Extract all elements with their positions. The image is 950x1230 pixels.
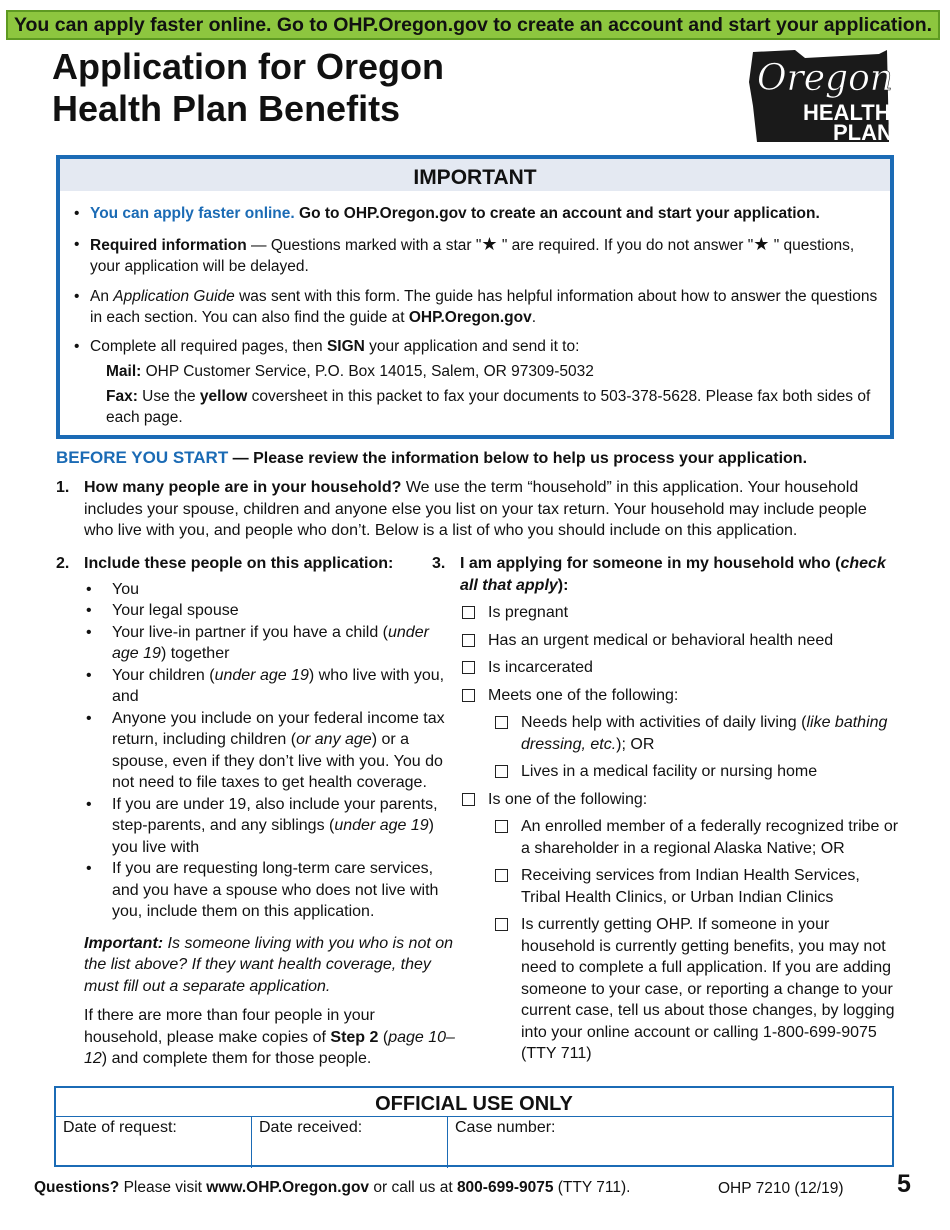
checkbox-icon[interactable] (462, 606, 475, 619)
date-of-request-label: Date of request: (63, 1119, 177, 1136)
list-item: • You (56, 579, 456, 601)
checkbox-label: Meets one of the following: (488, 686, 679, 704)
official-row (56, 1117, 892, 1168)
copies-text-c: ) and complete them for those people. (101, 1050, 372, 1067)
sign-word: SIGN (326, 338, 365, 355)
question-3 (432, 553, 902, 1065)
logo-word: Oregon (757, 58, 893, 99)
guide-end: . (531, 309, 537, 326)
checkbox-currently-ohp[interactable] (432, 914, 902, 1065)
checkbox-label: Needs help with activities of daily living ( (521, 714, 807, 731)
checkbox-label-em: like bathing dressing, etc. (521, 714, 888, 753)
checkbox-label: Receiving services from Indian Health Services, Tribal Health Clinics, or Urban Indian Clinics (521, 867, 860, 906)
guide-text-a: An (90, 288, 114, 305)
important-heading: IMPORTANT (60, 159, 890, 191)
copies-step: Step 2 (330, 1028, 379, 1046)
checkbox-medical-facility[interactable] (432, 761, 902, 783)
date-received-label: Date received: (259, 1119, 363, 1136)
footer-text-a: Please visit (119, 1179, 207, 1196)
checkbox-icon[interactable] (462, 689, 475, 702)
checkbox-incarcerated[interactable] (432, 657, 902, 679)
list-item: • Your legal spouse (56, 600, 456, 622)
before-text: — Please review the information below to help us process your application. (228, 450, 808, 467)
question-2 (56, 553, 456, 1070)
guide-site: OHP.Oregon.gov (408, 309, 532, 326)
checkbox-label: Is incarcerated (488, 659, 593, 676)
checkbox-icon[interactable] (462, 634, 475, 647)
q3-heading-a: I am applying for someone in my household who ( (460, 555, 841, 572)
q1-body: We use the term “household” in this application. Your household includes your spouse, children and anyone else you list on your tax return. Your household may include people who live with you, and people who don’t. Below is a list of who you should include on this application. (84, 479, 867, 539)
q1-lead: How many people are in your household? (84, 479, 402, 496)
item-em: under age 19 (214, 666, 309, 684)
question-1 (56, 477, 886, 542)
checkbox-meets-one[interactable] (432, 685, 902, 707)
item-text: ) you live with (112, 817, 434, 856)
item-text: Your children ( (112, 666, 215, 684)
form-number: OHP 7210 (12/19) (718, 1180, 844, 1197)
footer-phone: 800-699-9075 (456, 1179, 554, 1196)
list-item (56, 622, 456, 665)
guide-text-b: was sent with this form. The guide has helpful information about how to answer the questions in each section. You can also find the guide at (90, 288, 878, 326)
required-text-c: " questions, your application will be delayed. (90, 237, 855, 275)
important-box (56, 155, 894, 439)
list-item (56, 708, 456, 794)
checkbox-label: An enrolled member of a federally recognized tribe or a shareholder in a regional Alaska Native; OR (521, 818, 899, 857)
q1-number: 1. (56, 479, 70, 496)
important-item-required (90, 234, 880, 277)
checkbox-pregnant[interactable] (432, 602, 902, 624)
fax-text-b: coversheet in this packet to fax your documents to 503-378-5628. Please fax both sides of each page. (106, 388, 871, 426)
page-number: 5 (897, 1170, 911, 1198)
fax-label: Fax: (106, 388, 138, 405)
q1-text (84, 477, 886, 542)
official-heading: OFFICIAL USE ONLY (56, 1088, 892, 1117)
q3-heading (460, 553, 902, 596)
list-item (56, 665, 456, 708)
case-number-field[interactable] (448, 1117, 892, 1168)
fax-yellow: yellow (199, 388, 248, 405)
online-lead: You can apply faster online. (90, 205, 295, 222)
copies-text-a: If there are more than four people in your household, please make copies of (84, 1007, 375, 1046)
list-item (56, 794, 456, 859)
important-item-sign (90, 336, 880, 428)
case-number-label: Case number: (455, 1119, 556, 1136)
checkbox-urgent-need[interactable] (432, 630, 902, 652)
checkbox-daily-living[interactable] (432, 712, 902, 755)
before-you-start (56, 447, 807, 470)
title-line-2: Health Plan Benefits (52, 88, 401, 129)
checkbox-label: Lives in a medical facility or nursing home (521, 763, 818, 780)
sign-text-a: Complete all required pages, then (90, 338, 327, 355)
top-banner (6, 10, 940, 40)
footer-contact (34, 1179, 630, 1197)
before-label: BEFORE YOU START (56, 448, 229, 467)
q2-number: 2. (56, 555, 70, 572)
q3-heading-b: ): (557, 576, 569, 594)
mail-line (106, 361, 880, 382)
household-list (56, 579, 456, 923)
checkbox-icon[interactable] (495, 918, 508, 931)
checkbox-icon[interactable] (495, 716, 508, 729)
checkbox-icon[interactable] (462, 661, 475, 674)
page-title (52, 46, 444, 130)
checkbox-label: Has an urgent medical or behavioral health need (488, 631, 834, 649)
footer-text-c: (TTY 711). (553, 1179, 631, 1196)
footer-site: www.OHP.Oregon.gov (206, 1179, 370, 1196)
item-em: under age 19 (112, 623, 429, 662)
logo-line2: PLAN (833, 120, 893, 145)
star-icon: ★ (753, 234, 770, 254)
mail-address: OHP Customer Service, P.O. Box 14015, Salem, OR 97309-5032 (141, 363, 594, 380)
official-use-box (54, 1086, 894, 1167)
checkbox-label: Is currently getting OHP. If someone in your household is currently getting benefits, you may not need to complete a full application. If you are adding someone to your case, or reporting a change to your current case, tell us about those changes, by logging into your online account or calling 1-800-699-9075 (TTY 711) (521, 916, 895, 1062)
date-received-field[interactable] (252, 1117, 448, 1168)
required-text-a: — Questions marked with a star " (246, 237, 482, 254)
item-text: If you are under 19, also include your parents, step-parents, and any siblings ( (112, 795, 438, 834)
oregon-health-plan-logo (747, 46, 897, 146)
date-of-request-field[interactable] (56, 1117, 252, 1168)
item-text: ) or a spouse, even if they don’t live with you. You do not need to file taxes to get health coverage. (112, 731, 443, 791)
title-line-1: Application for Oregon (52, 46, 444, 87)
checkbox-icon[interactable] (495, 765, 508, 778)
q3-number: 3. (432, 555, 446, 572)
important-item-online (90, 203, 880, 224)
sign-text-b: your application and send it to: (364, 338, 580, 355)
q3-heading-em: check all that apply (460, 555, 886, 594)
item-text: Your live-in partner if you have a child ( (112, 623, 388, 641)
note-text: Is someone living with you who is not on the list above? If they want health coverage, they must fill out a separate application. (84, 934, 454, 995)
footer-questions: Questions? (34, 1179, 120, 1196)
checkbox-tribe-member[interactable] (432, 816, 902, 859)
required-text-b: " are required. If you do not answer " (501, 237, 754, 254)
item-text: ) who live with you, and (112, 666, 445, 705)
copies-page: page 10–12 (84, 1028, 455, 1067)
logo-line1: HEALTH (803, 100, 891, 125)
footer-text-b: or call us at (369, 1179, 457, 1196)
list-item: • If you are requesting long-term care services, and you have a spouse who does not live with you, include them on this application. (56, 858, 456, 923)
required-lead: Required information (90, 237, 247, 254)
important-item-guide (90, 286, 880, 328)
mail-label: Mail: (106, 363, 142, 380)
item-text: ) together (160, 645, 230, 662)
guide-title: Application Guide (113, 288, 235, 305)
checkbox-label: ); OR (616, 735, 655, 753)
copies-note (84, 1005, 456, 1070)
checkbox-icon[interactable] (495, 869, 508, 882)
item-em: under age 19 (334, 817, 429, 834)
star-icon: ★ (481, 234, 498, 254)
fax-text-a: Use the (137, 388, 200, 405)
checkbox-indian-health[interactable] (432, 865, 902, 908)
checkbox-label: Is pregnant (488, 604, 569, 621)
important-note (84, 933, 456, 998)
item-em: or any age (296, 731, 372, 748)
checkbox-label: Is one of the following: (488, 790, 648, 808)
note-label: Important: (84, 934, 164, 952)
online-rest: Go to OHP.Oregon.gov to create an account and start your application. (299, 205, 820, 222)
fax-line (106, 386, 880, 428)
checkbox-icon[interactable] (462, 793, 475, 806)
q2-heading: Include these people on this application: (84, 555, 394, 572)
banner-text: You can apply faster online. Go to OHP.Oregon.gov to create an account and start your application. (13, 14, 933, 36)
copies-text-b: ( (378, 1028, 389, 1046)
item-text: Anyone you include on your federal income tax return, including children ( (112, 709, 445, 748)
checkbox-is-one-of[interactable] (432, 789, 902, 811)
checkbox-icon[interactable] (495, 820, 508, 833)
